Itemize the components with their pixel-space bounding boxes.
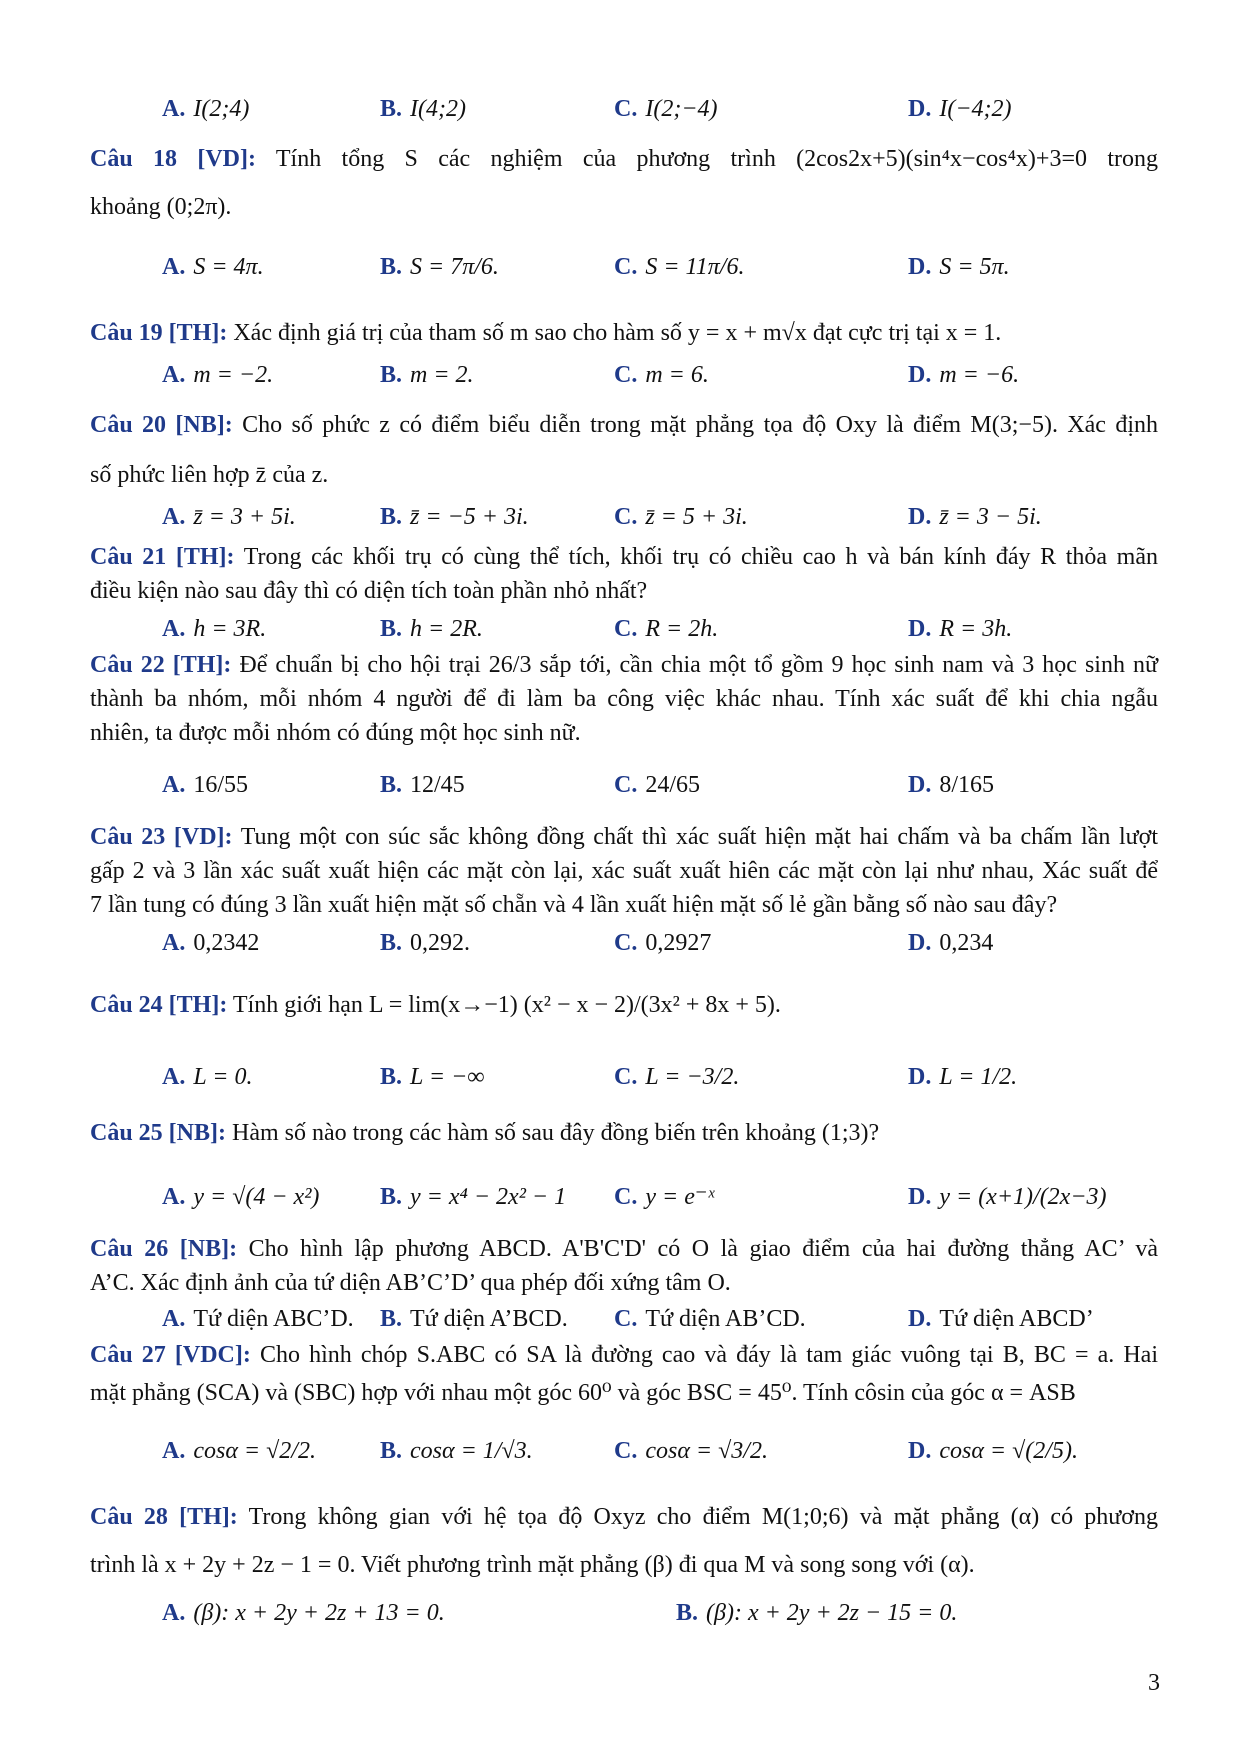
q18-option-b: B. S = 7π/6. — [380, 254, 499, 280]
q25-option-b: B. y = x⁴ − 2x² − 1 — [380, 1184, 567, 1210]
q22-line-1: Câu 22 [TH]: Để chuẩn bị cho hội trại 26/3 sắp tới, cần chia một tổ gồm 9 học sinh nam và 3 học sinh nữ — [90, 652, 1159, 678]
q24-option-c: C. L = −3/2. — [614, 1064, 740, 1090]
q21-line-2: điều kiện nào sau đây thì có diện tích toàn phần nhỏ nhất? — [90, 578, 648, 604]
q26-option-c: C. Tứ diện AB’CD. — [614, 1306, 806, 1332]
q19-option-a: A. m = −2. — [162, 362, 274, 388]
q26-line-2: A’C. Xác định ảnh của tứ diện AB’C’D’ qua phép đối xứng tâm O. — [90, 1270, 731, 1296]
q24-option-a: A. L = 0. — [162, 1064, 253, 1090]
q27-option-d: D. cosα = √(2/5). — [908, 1438, 1078, 1464]
q18-option-c: C. S = 11π/6. — [614, 254, 745, 280]
q19-option-c: C. m = 6. — [614, 362, 709, 388]
q27-option-b: B. cosα = 1/√3. — [380, 1438, 533, 1464]
q22-line-2: thành ba nhóm, mỗi nhóm 4 người để đi làm ba công việc khác nhau. Tính xác suất để khi chia ngẫu — [90, 686, 1158, 712]
q24-option-b: B. L = −∞ — [380, 1064, 485, 1090]
q20-option-b: B. z̄ = −5 + 3i. — [380, 504, 529, 530]
q24-line-1: Câu 24 [TH]: Tính giới hạn L = lim(x→−1) (x² − x − 2)/(3x² + 8x + 5). — [90, 992, 781, 1018]
q17-option-a: A. I(2;4) — [162, 96, 250, 122]
q22-option-c: C. 24/65 — [614, 772, 701, 798]
q23-option-a: A. 0,2342 — [162, 930, 260, 956]
q20-line-2: số phức liên hợp z̄ của z. — [90, 462, 329, 488]
q25-option-d: D. y = (x+1)/(2x−3) — [908, 1184, 1107, 1210]
q25-option-c: C. y = e⁻ˣ — [614, 1184, 715, 1210]
q18-line-1: Câu 18 [VD]: Tính tổng S các nghiệm của phương trình (2cos2x+5)(sin⁴x−cos⁴x)+3=0 trong — [90, 146, 1158, 172]
q18-option-d: D. S = 5π. — [908, 254, 1010, 280]
q25-line-1: Câu 25 [NB]: Hàm số nào trong các hàm số sau đây đồng biến trên khoảng (1;3)? — [90, 1120, 880, 1146]
q20-option-a: A. z̄ = 3 + 5i. — [162, 504, 296, 530]
q27-option-c: C. cosα = √3/2. — [614, 1438, 768, 1464]
q22-option-b: B. 12/45 — [380, 772, 465, 798]
q21-option-b: B. h = 2R. — [380, 616, 483, 642]
q27-line-1: Câu 27 [VDC]: Cho hình chóp S.ABC có SA là đường cao và đáy là tam giác vuông tại B, BC = a. Hai — [90, 1342, 1159, 1368]
q22-option-a: A. 16/55 — [162, 772, 249, 798]
q19-line-1: Câu 19 [TH]: Xác định giá trị của tham số m sao cho hàm số y = x + m√x đạt cực trị tại x = 1. — [90, 320, 1002, 346]
q21-option-c: C. R = 2h. — [614, 616, 719, 642]
q18-option-a: A. S = 4π. — [162, 254, 264, 280]
q28-line-2: trình là x + 2y + 2z − 1 = 0. Viết phương trình mặt phẳng (β) đi qua M và song song với (α). — [90, 1552, 975, 1578]
q28-option-a: A. (β): x + 2y + 2z + 13 = 0. — [162, 1600, 445, 1626]
page-number: 3 — [1148, 1670, 1160, 1696]
q27-option-a: A. cosα = √2/2. — [162, 1438, 316, 1464]
q19-option-b: B. m = 2. — [380, 362, 474, 388]
q17-option-c: C. I(2;−4) — [614, 96, 718, 122]
q27-line-2: mặt phẳng (SCA) và (SBC) hợp với nhau một góc 60⁰ và góc BSC = 45⁰. Tính côsin của góc α = ASB — [90, 1380, 1076, 1406]
q25-option-a: A. y = √(4 − x²) — [162, 1184, 320, 1210]
q22-option-d: D. 8/165 — [908, 772, 995, 798]
q23-line-3: 7 lần tung có đúng 3 lần xuất hiện mặt số chẵn và 4 lần xuất hiện mặt số lẻ gần bằng số nào sau đây? — [90, 892, 1058, 918]
q17-option-b: B. I(4;2) — [380, 96, 466, 122]
q23-line-2: gấp 2 và 3 lần xác suất xuất hiện các mặt còn lại, xác suất xuất hiên các mặt còn lại như nhau, Xác suất để — [90, 858, 1158, 884]
q21-option-a: A. h = 3R. — [162, 616, 267, 642]
q28-line-1: Câu 28 [TH]: Trong không gian với hệ tọa độ Oxyz cho điểm M(1;0;6) và mặt phẳng (α) có phương — [90, 1504, 1159, 1530]
q26-option-b: B. Tứ diện A’BCD. — [380, 1306, 568, 1332]
q26-option-d: D. Tứ diện ABCD’ — [908, 1306, 1094, 1332]
q18-line-2: khoảng (0;2π). — [90, 194, 232, 220]
q26-option-a: A. Tứ diện ABC’D. — [162, 1306, 354, 1332]
q23-option-c: C. 0,2927 — [614, 930, 712, 956]
q23-option-d: D. 0,234 — [908, 930, 994, 956]
q26-line-1: Câu 26 [NB]: Cho hình lập phương ABCD. A'B'C'D' có O là giao điểm của hai đường thẳng AC’ và — [90, 1236, 1159, 1262]
q23-option-b: B. 0,292. — [380, 930, 471, 956]
q21-option-d: D. R = 3h. — [908, 616, 1013, 642]
q24-option-d: D. L = 1/2. — [908, 1064, 1018, 1090]
q20-option-d: D. z̄ = 3 − 5i. — [908, 504, 1042, 530]
q19-option-d: D. m = −6. — [908, 362, 1020, 388]
q17-option-d: D. I(−4;2) — [908, 96, 1012, 122]
q20-line-1: Câu 20 [NB]: Cho số phức z có điểm biểu diễn trong mặt phẳng tọa độ Oxy là điểm M(3;−5). Xác định — [90, 412, 1159, 438]
q23-line-1: Câu 23 [VD]: Tung một con súc sắc không đồng chất thì xác suất hiện mặt hai chấm và ba chấm lần lượt — [90, 824, 1158, 850]
q28-option-b: B. (β): x + 2y + 2z − 15 = 0. — [676, 1600, 958, 1626]
q20-option-c: C. z̄ = 5 + 3i. — [614, 504, 748, 530]
q22-line-3: nhiên, ta được mỗi nhóm có đúng một học sinh nữ. — [90, 720, 581, 746]
q21-line-1: Câu 21 [TH]: Trong các khối trụ có cùng thể tích, khối trụ có chiều cao h và bán kính đáy R thỏa mãn — [90, 544, 1158, 570]
